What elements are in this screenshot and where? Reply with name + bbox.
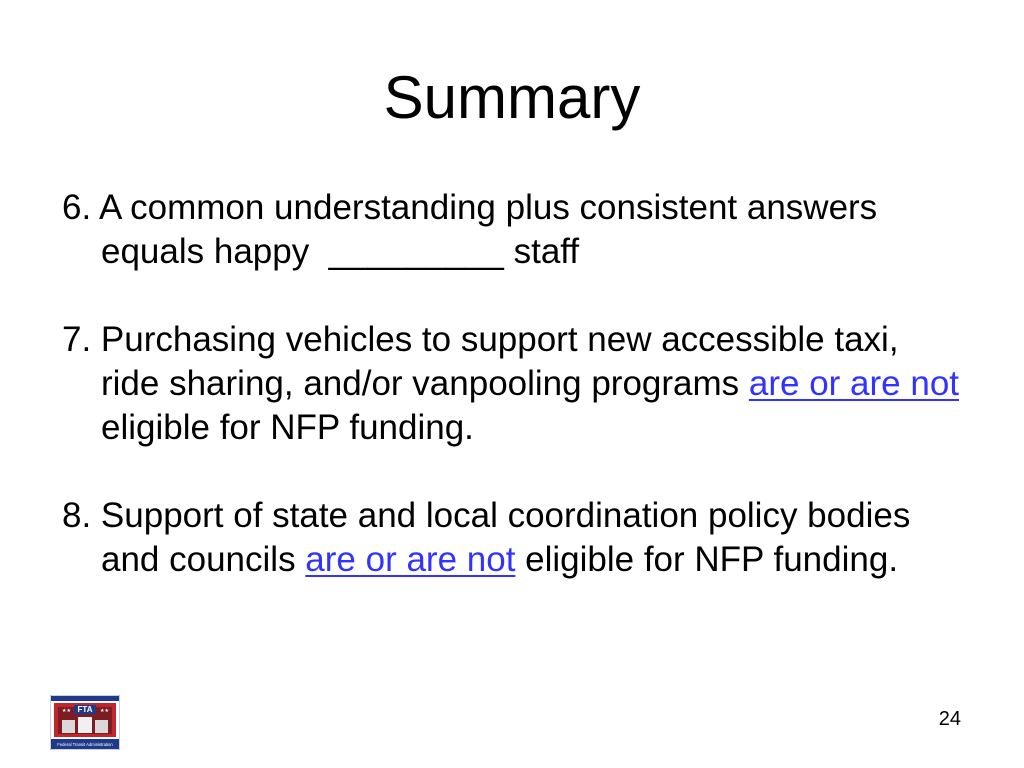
- logo-top-bar: [51, 696, 119, 701]
- page-number: 24: [938, 708, 961, 730]
- svg-text:★★: ★★: [62, 708, 71, 714]
- summary-item-6: [62, 186, 962, 274]
- summary-item-8: [62, 494, 962, 582]
- slide-title: Summary: [383, 64, 641, 131]
- summary-item-7-text: 7. Purchasing vehicles to support new accessible taxi, ride sharing, and/or vanpooling programs: [62, 320, 899, 403]
- answer-link-item-8[interactable]: are or are not: [305, 540, 516, 579]
- summary-item-8-text: 8. Support of state and local coordination policy bodies and councils: [62, 496, 911, 579]
- summary-item-7-after: eligible for NFP funding.: [101, 408, 474, 447]
- slide-body: [62, 186, 962, 582]
- logo-title: FTA: [77, 705, 93, 714]
- summary-item-6-text: 6. A common understanding plus consistent answers equals happy: [62, 188, 878, 271]
- summary-item-6-after: staff: [513, 232, 580, 271]
- logo-caption: Federal Transit Administration: [57, 742, 113, 747]
- fta-logo-icon: [50, 695, 120, 750]
- answer-link-item-7[interactable]: are or are not: [748, 364, 960, 403]
- svg-text:★★: ★★: [100, 708, 109, 714]
- summary-item-8-after: eligible for NFP funding.: [515, 540, 899, 579]
- fill-in-blank: _________: [309, 232, 514, 271]
- summary-item-7: [62, 318, 962, 450]
